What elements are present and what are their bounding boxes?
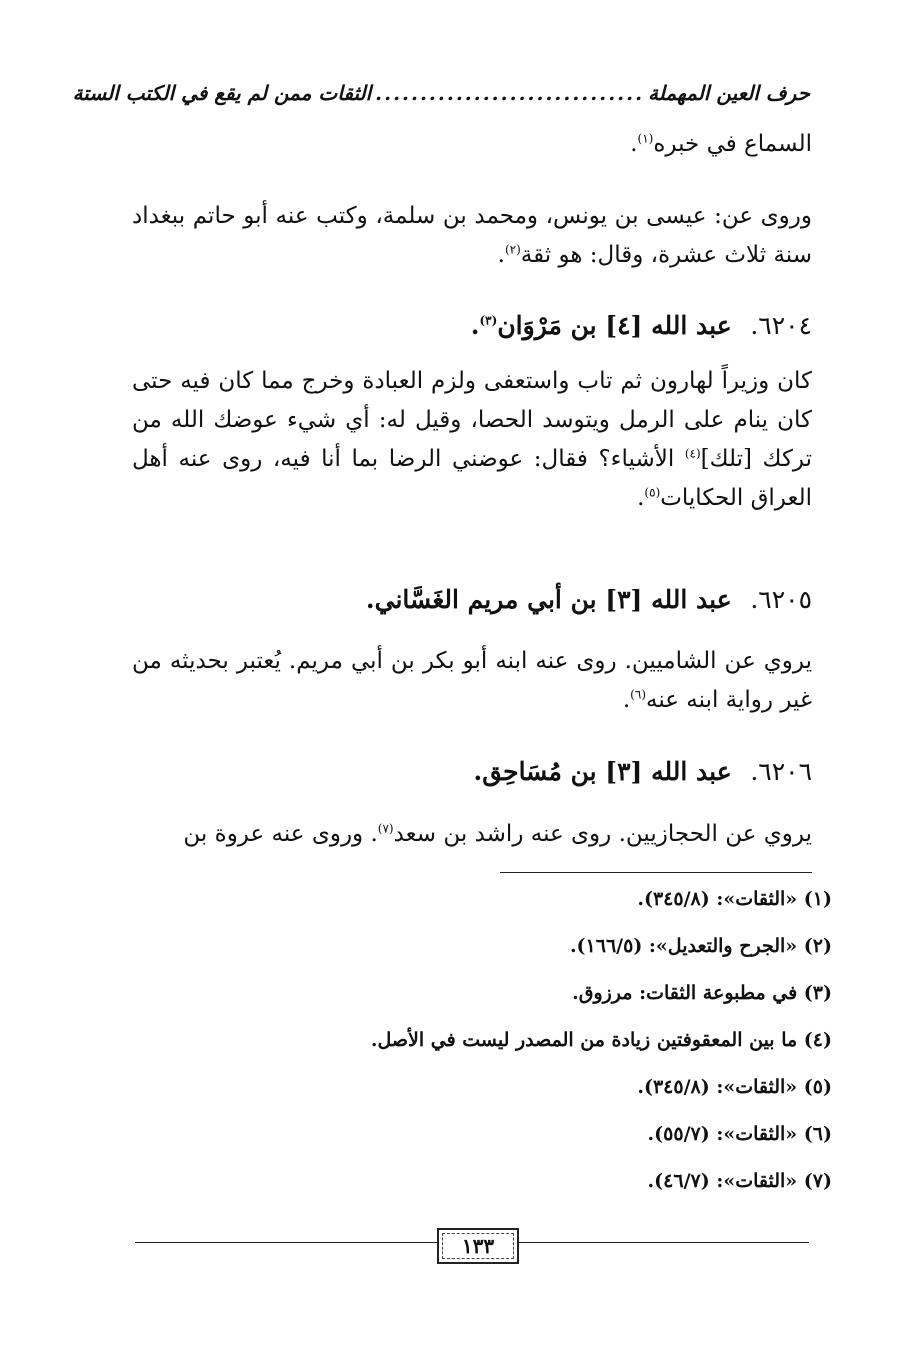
footnote-4: (٤) ما بين المعقوفتين زيادة من المصدر ليست في الأصل. bbox=[370, 1029, 832, 1051]
footnote-6: (٦) «الثقات»: (٥٥/٧). bbox=[647, 1123, 832, 1145]
footnote-ref: (٧) bbox=[377, 821, 394, 836]
header-book-title: الثقات ممن لم يقع في الكتب الستة bbox=[72, 81, 372, 105]
entry-number: ٦٢٠٥. bbox=[750, 585, 812, 614]
header-dot-leader: .............................. bbox=[375, 81, 645, 105]
paragraph-1: السماع في خبره$^{(١)}$. bbox=[630, 131, 812, 157]
paragraph-2: وروى عن: عيسى بن يونس، ومحمد بن سلمة، وكتب عنه أبو حاتم ببغداد سنة ثلاث عشرة، وقال: هو ثقة$^{(٢)}$. bbox=[132, 203, 812, 268]
paragraph-5: يروي عن الحجازيين. روى عنه راشد بن سعد$^{(٧)}$. وروى عنه عروة بن bbox=[183, 821, 812, 847]
entry-heading-6204: ٦٢٠٤. عبد الله [٤] بن مَرْوَان$^{(٣)}$. bbox=[470, 311, 812, 340]
footnote-3: (٣) في مطبوعة الثقات: مرزوق. bbox=[572, 982, 832, 1004]
footnote-ref: (٥) bbox=[644, 485, 661, 500]
entry-heading-6206: ٦٢٠٦. عبد الله [٣] بن مُسَاحِق. bbox=[473, 757, 812, 786]
entry-heading-6205: ٦٢٠٥. عبد الله [٣] بن أبي مريم الغَسَّاني. bbox=[365, 585, 812, 614]
footnote-separator bbox=[500, 872, 812, 873]
header-chapter-title: حرف العين المهملة bbox=[648, 81, 810, 105]
footer-rule-right bbox=[519, 1242, 809, 1243]
paragraph-4: يروي عن الشاميين. روى عنه ابنه أبو بكر بن أبي مريم. يُعتبر بحديثه من غير رواية ابنه عنه$^{(٦)}$. bbox=[132, 648, 813, 713]
footnote-ref: (٣) bbox=[479, 313, 498, 328]
footnote-ref: (٢) bbox=[504, 242, 521, 257]
footnote-1: (١) «الثقات»: (٣٤٥/٨). bbox=[637, 888, 832, 910]
entry-name: عبد الله [٣] بن أبي مريم الغَسَّاني bbox=[374, 585, 732, 614]
page-number: ١٣٣ bbox=[437, 1228, 519, 1264]
paragraph-3: كان وزيراً لهارون ثم تاب واستعفى ولزم العبادة وخرج مما كان فيه حتى كان ينام على الرمل ويتوسد الحصا، وقيل له: أي شيء عوضك الله من تركك [تلك]$^{(٤)}$ الأشياء؟ فقال: عوضني الرضا بما أنا فيه، روى عنه أهل العراق الحكايات$^{(٥)}$. bbox=[132, 368, 812, 511]
entry-number: ٦٢٠٦. bbox=[750, 757, 812, 786]
footer-rule-left bbox=[135, 1242, 437, 1243]
footnote-7: (٧) «الثقات»: (٤٦/٧). bbox=[647, 1170, 832, 1192]
footnote-5: (٥) «الثقات»: (٣٤٥/٨). bbox=[637, 1076, 832, 1098]
footnote-ref: (٦) bbox=[630, 687, 646, 702]
entry-name: عبد الله [٤] بن مَرْوَان bbox=[497, 311, 732, 340]
entry-name: عبد الله [٣] بن مُسَاحِق bbox=[482, 757, 732, 786]
footnote-ref: (٤) bbox=[684, 446, 701, 461]
footnote-2: (٢) «الجرح والتعديل»: (١٦٦/٥). bbox=[569, 935, 832, 957]
entry-number: ٦٢٠٤. bbox=[750, 311, 812, 340]
footnote-ref: (١) bbox=[637, 131, 654, 146]
running-header bbox=[72, 76, 810, 110]
footnotes bbox=[300, 876, 832, 1205]
